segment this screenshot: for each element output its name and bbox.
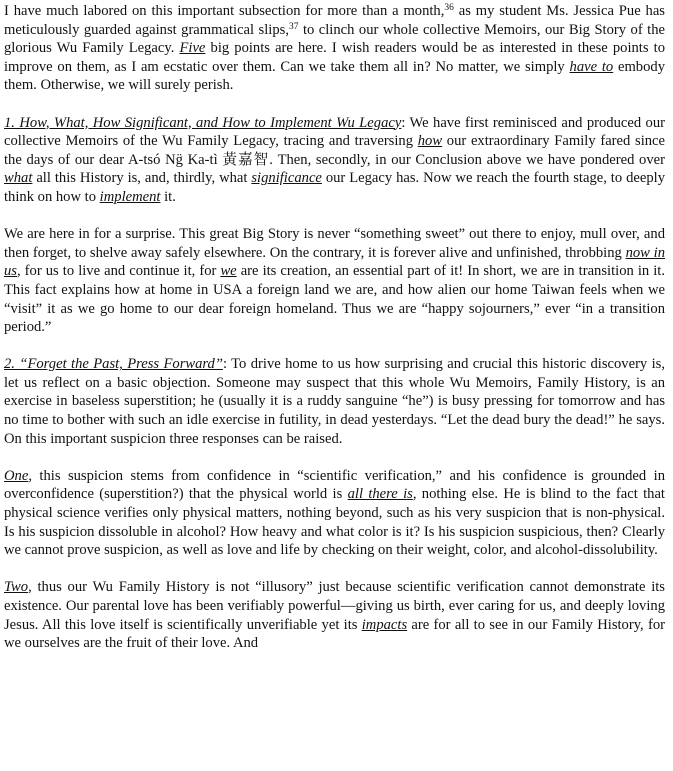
- emphasis-text: have to: [569, 58, 614, 75]
- footnote-ref: 37: [288, 21, 299, 32]
- emphasis-text: Two: [4, 579, 29, 596]
- text-run: , thus our Wu Family History is not “illusory” just because scientific verification cannot demonstrate its existence. Our parental love has been verifiably powerful—giving us birth, ever caring for us, and deeply loving Jesus. All this love itself is scientifically unverifiable yet its: [4, 579, 665, 633]
- emphasis-text: we: [220, 263, 237, 280]
- text-run: big points are here. I wish readers would be as interested in these points to improve on them, as I am ecstatic over them. Can we take them all in? No matter, we simply: [4, 40, 665, 75]
- emphasis-text: all there is: [347, 486, 413, 503]
- text-run: , nothing else. He is blind to the fact that physical science verifies only physical matters, nothing beyond, such as his very suspicion that is non-physical. Is his suspicion dissoluble in alcohol? How heavy and what color is it? Is his suspicion suspicious, then? Clearly we cannot prove suspicion, as well as love and life by checking on their weight, color, and alcohol-dissolubility.: [4, 486, 665, 559]
- emphasis-text: Five: [179, 40, 206, 57]
- emphasis-text: 2. “Forget the Past, Press Forward”: [4, 356, 223, 373]
- text-run: , for us to live and continue it, for: [16, 263, 221, 280]
- emphasis-text: 1. How, What, How Significant, and How to Implement Wu Legacy: [4, 114, 402, 131]
- paragraph: [4, 355, 665, 448]
- emphasis-text: impacts: [361, 616, 408, 633]
- text-run: our Legacy has. Now we reach the fourth stage, to deeply think on how to: [4, 170, 665, 205]
- text-run: , this suspicion stems from confidence in “scientific verification,” and his confidence is grounded in overconfidence (superstition?) that the physical world is: [4, 467, 665, 503]
- text-run: to clinch our whole collective Memoirs, our Big Story of the glorious Wu Family Legacy.: [4, 21, 665, 57]
- paragraph: [4, 578, 665, 652]
- text-run: We are here in for a surprise. This great Big Story is never “something sweet” out there to enjoy, mull over, and then forget, to shelve away safely elsewhere. On the contrary, it is forever alive and unfinished, throbbing: [4, 226, 665, 261]
- emphasis-text: significance: [251, 170, 322, 187]
- emphasis-text: One: [4, 467, 29, 484]
- text-run: as my student Ms. Jessica Pue has meticulously guarded against grammatical slips,: [4, 3, 665, 38]
- text-run: all this History is, and, thirdly, what: [32, 170, 252, 187]
- footnote-ref: 36: [444, 3, 454, 13]
- text-run: I have much labored on this important subsection for more than a month,: [4, 3, 445, 19]
- text-run: it.: [160, 188, 176, 205]
- emphasis-text: what: [4, 170, 33, 187]
- paragraph: [4, 467, 665, 560]
- text-run: : We have first reminisced and produced our collective Memoirs of the Wu Family Legacy, tracing and traversing: [4, 114, 665, 150]
- emphasis-text: implement: [99, 188, 161, 205]
- paragraph: [4, 114, 665, 207]
- text-run: are for all to see in our Family History, for we ourselves are the fruit of their love. And: [4, 616, 666, 652]
- text-run: our extraordinary Family fared since the days of our dear A-tsó Ng̈ Ka-tì 黃嘉智. Then, secondly, in our Conclusion above we have pondered over: [4, 133, 666, 168]
- text-run: are its creation, an essential part of it! In short, we are in transition in it. This fact explains how at home in USA a foreign land we are, and how alien our home Taiwan feels when we “visit” it as we go home to our dear foreign homeland. Thus we are “happy sojourners,” ever “in a transition period.”: [4, 263, 665, 336]
- emphasis-text: how: [417, 133, 443, 150]
- text-run: : To drive home to us how surprising and crucial this historic discovery is, let us reflect on a basic objection. Someone may suspect that this whole Wu Memoirs, Family History, is an exercise in baseless superstition; he (usually it is a ruddy sanguine “he”) is busy pressing for tomorrow and has no time to bother with such an idle exercise in futility, in dead yesterdays. “Let the dead bury the dead!” he says. On this important suspicion three responses can be raised.: [4, 356, 665, 447]
- paragraph: [4, 2, 665, 95]
- paragraph: [4, 225, 665, 337]
- text-run: embody them. Otherwise, we will surely perish.: [4, 58, 665, 94]
- emphasis-text: now in us: [4, 244, 665, 280]
